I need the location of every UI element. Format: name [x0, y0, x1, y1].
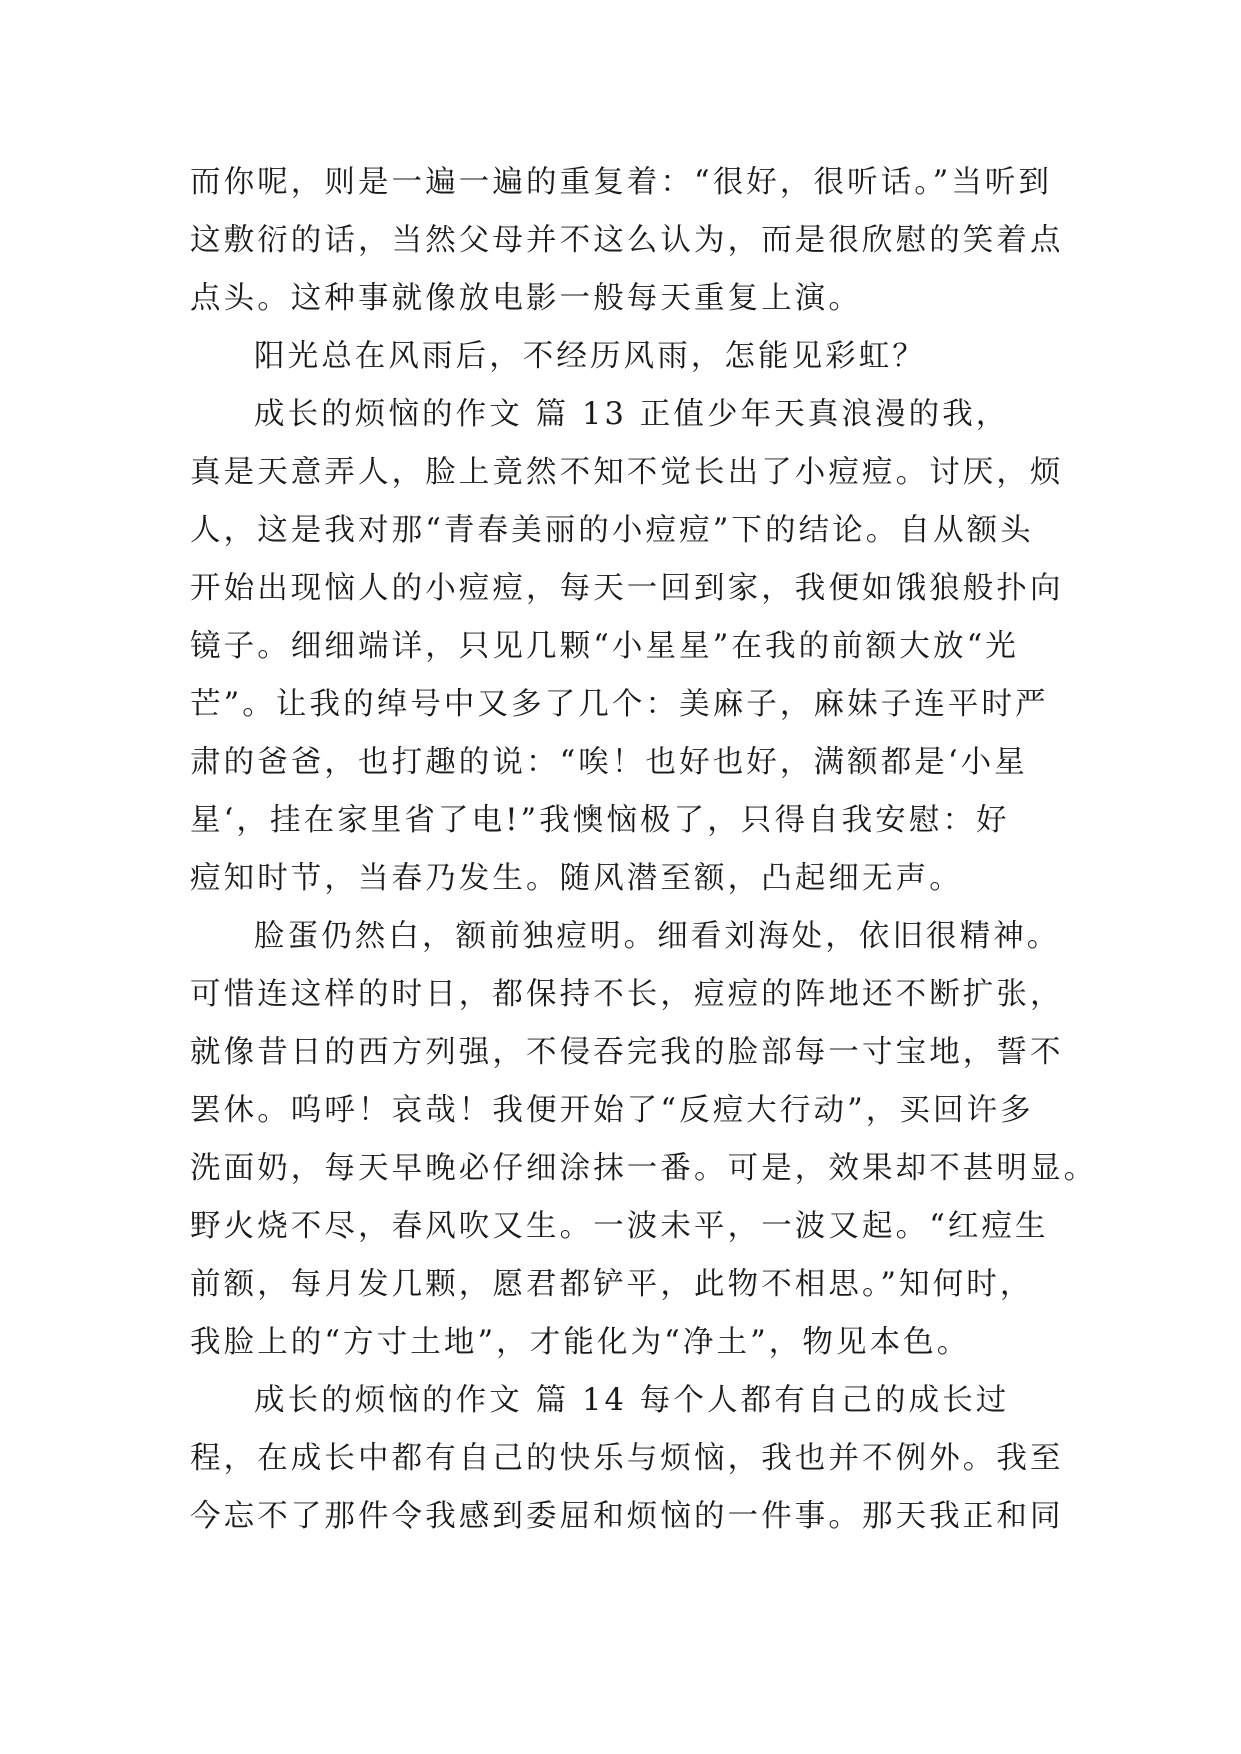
text-line: 而你呢，则是一遍一遍的重复着：“很好，很听话。”当听到: [190, 165, 1053, 200]
text-line: 阳光总在风雨后，不经历风雨，怎能见彩虹？: [254, 339, 926, 374]
text-line: 前额，每月发几颗，愿君都铲平，此物不相思。”知何时，: [190, 1267, 1034, 1302]
text-line: 这敷衍的话，当然父母并不这么认为，而是很欣慰的笑着点: [190, 223, 1064, 258]
text-line: 镜子。细细端详，只见几颗“小星星”在我的前额大放“光: [190, 629, 1019, 664]
document-page: [190, 154, 1098, 1546]
text-line: 洗面奶，每天早晚必仔细涂抹一番。可是，效果却不甚明显。: [190, 1151, 1098, 1186]
text-line: 真是天意弄人，脸上竟然不知不觉长出了小痘痘。讨厌，烦: [190, 455, 1064, 490]
text-line: 就像昔日的西方列强，不侵吞完我的脸部每一寸宝地，誓不: [190, 1035, 1064, 1070]
text-line: 点头。这种事就像放电影一般每天重复上演。: [190, 281, 862, 316]
text-line: 芒”。让我的绰号中又多了几个：美麻子，麻妹子连平时严: [190, 687, 1049, 722]
text-line: 脸蛋仍然白，额前独痘明。细看刘海处，依旧很精神。: [254, 919, 1061, 954]
text-line: 今忘不了那件令我感到委屈和烦恼的一件事。那天我正和同: [190, 1499, 1064, 1534]
text-line: 开始出现恼人的小痘痘，每天一回到家，我便如饿狼般扑向: [190, 571, 1064, 606]
text-line: 痘知时节，当春乃发生。随风潜至额，凸起细无声。: [190, 861, 963, 896]
text-line: 肃的爸爸，也打趣的说：“唉！也好也好，满额都是‘小星: [190, 745, 1028, 780]
text-line: 我脸上的“方寸土地”，才能化为“净土”，物见本色。: [190, 1325, 971, 1360]
text-line: 程，在成长中都有自己的快乐与烦恼，我也并不例外。我至: [190, 1441, 1064, 1476]
text-line: 人，这是我对那“青春美丽的小痘痘”下的结论。自从额头: [190, 513, 1034, 548]
section-heading-line: 成长的烦恼的作文 篇 13 正值少年天真浪漫的我，: [254, 397, 1010, 432]
text-line: 可惜连这样的时日，都保持不长，痘痘的阵地还不断扩张，: [190, 977, 1064, 1012]
text-line: 野火烧不尽，春风吹又生。一波未平，一波又起。“红痘生: [190, 1209, 1049, 1244]
text-line: 星‘，挂在家里省了电!”我懊恼极了，只得自我安慰：好: [190, 803, 1010, 838]
text-line: 罢休。呜呼！哀哉！我便开始了“反痘大行动”，买回许多: [190, 1093, 1034, 1128]
section-heading-line: 成长的烦恼的作文 篇 14 每个人都有自己的成长过: [254, 1383, 1010, 1418]
